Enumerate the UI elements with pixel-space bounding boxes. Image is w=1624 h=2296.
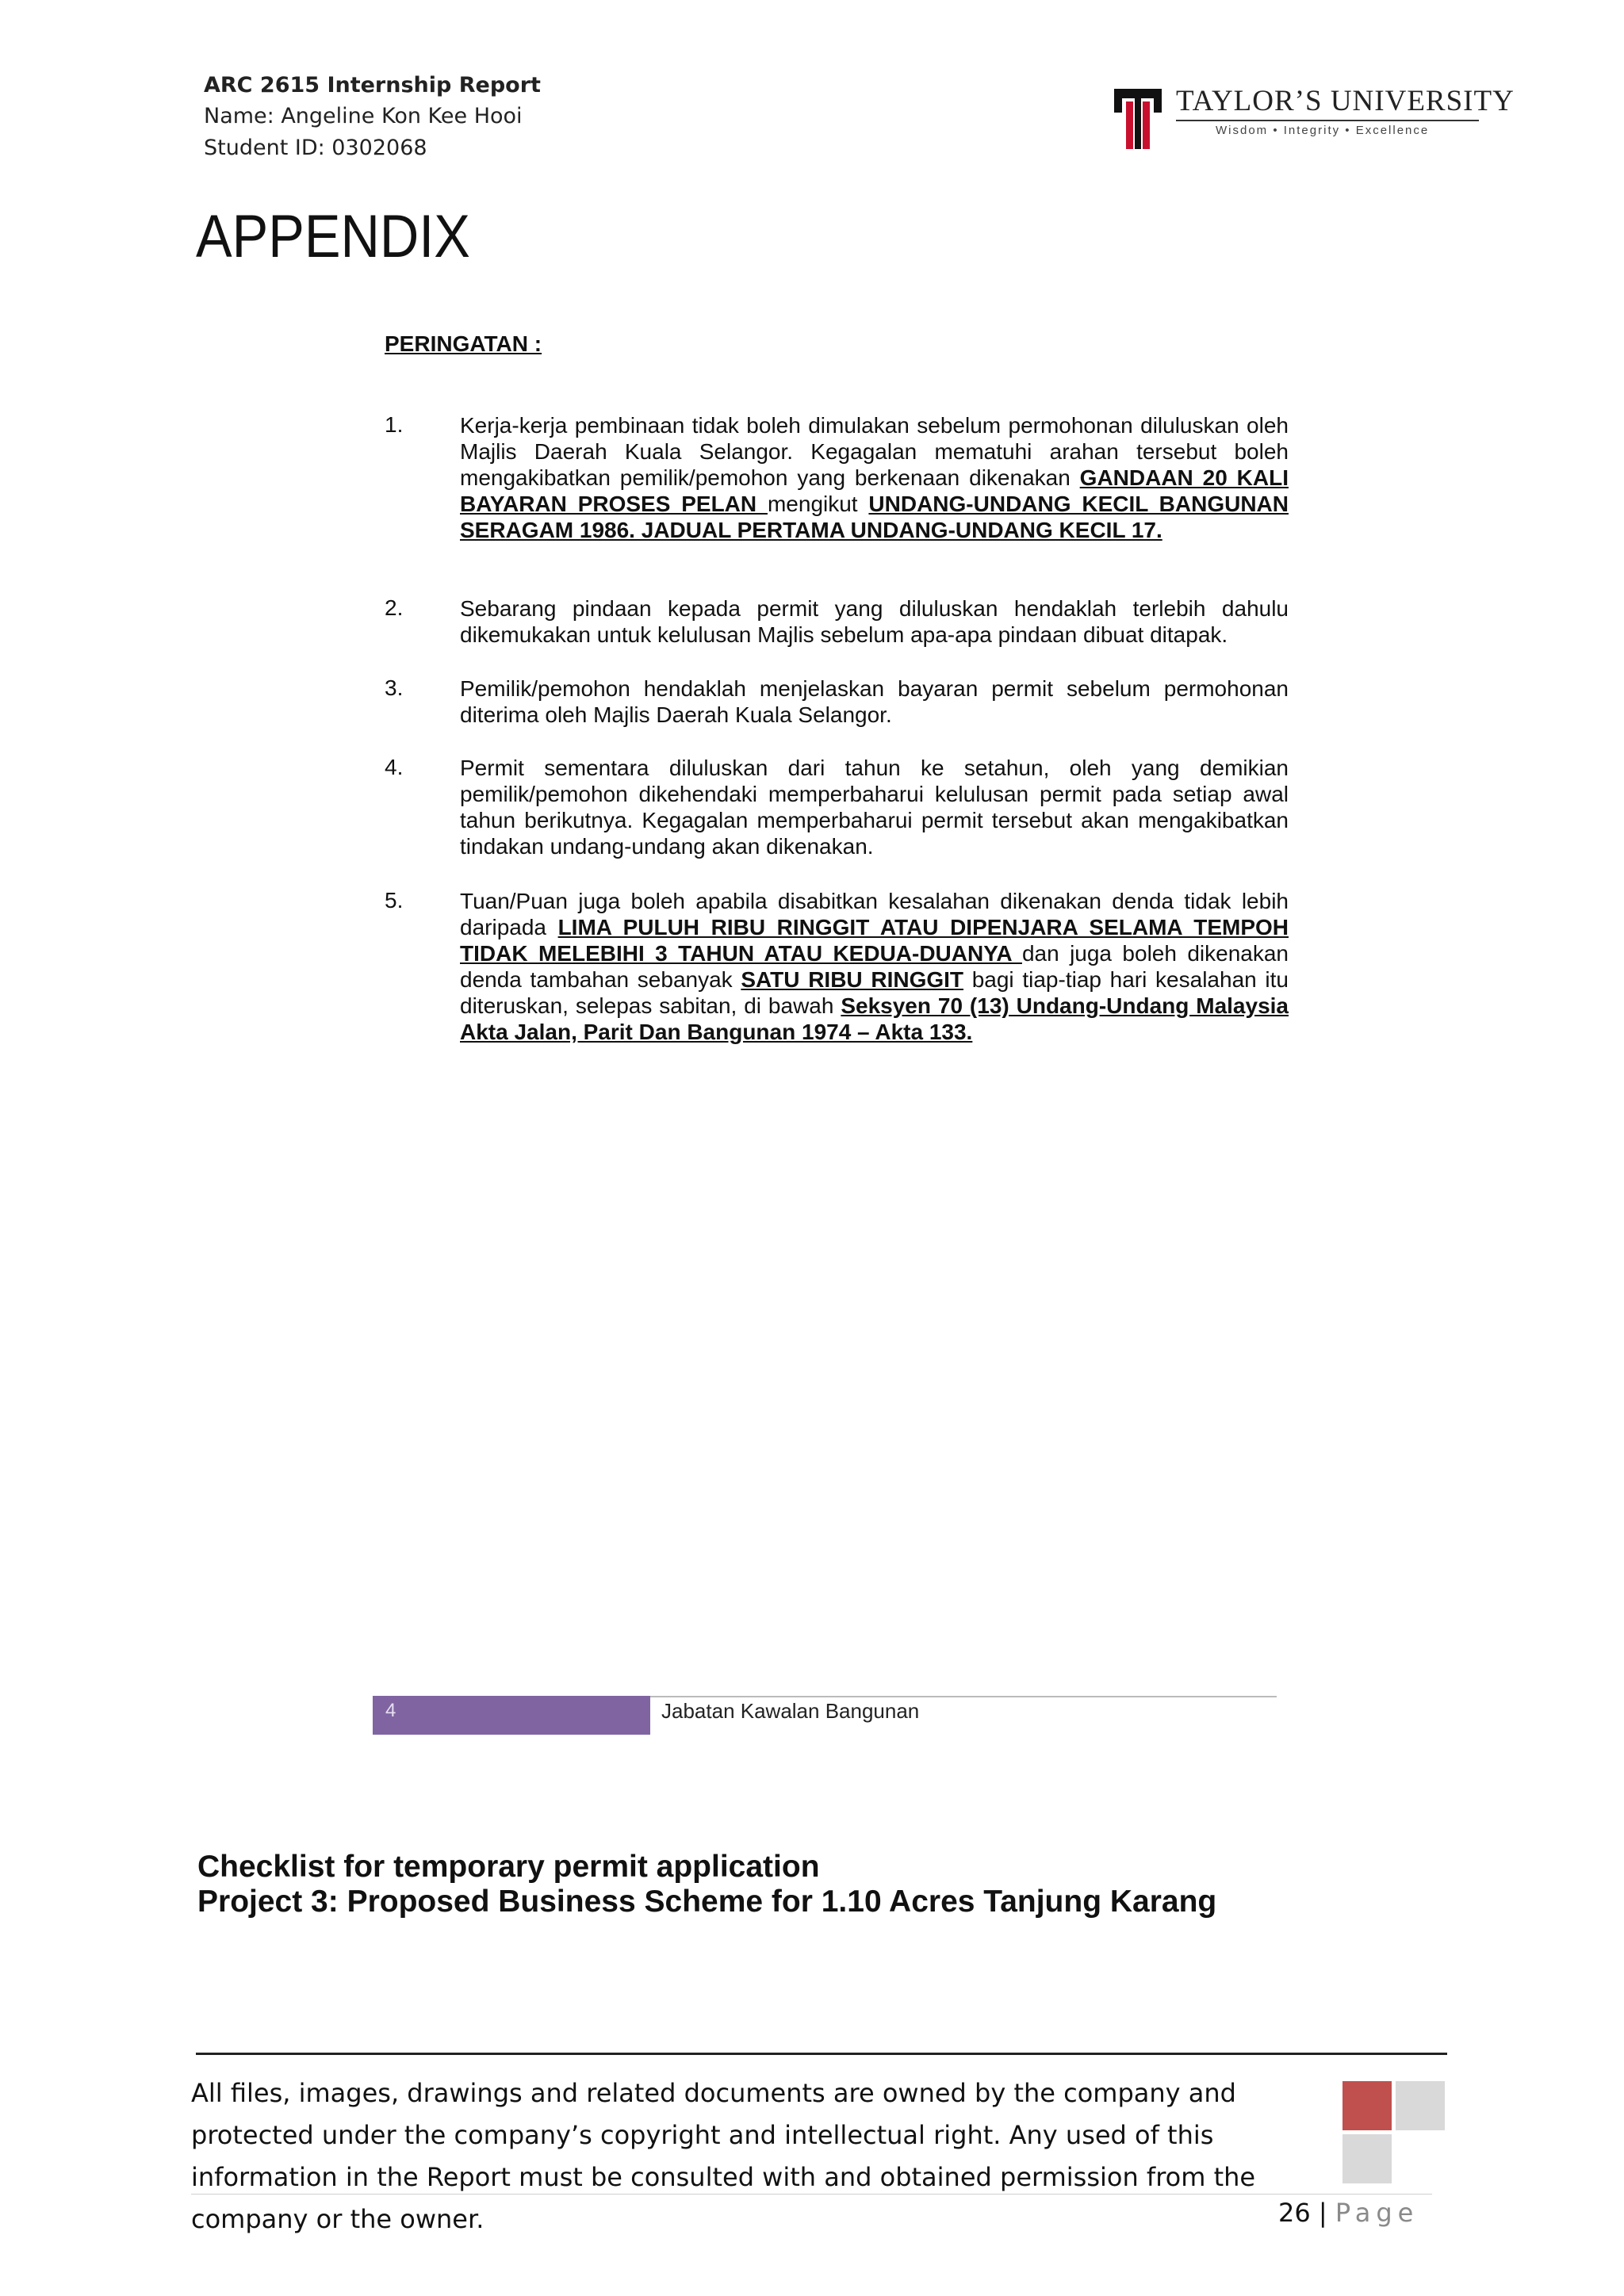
scan-footer-department: Jabatan Kawalan Bangunan: [661, 1699, 920, 1723]
scan-page-number: 4: [385, 1700, 396, 1721]
footer-red-square: [1342, 2081, 1392, 2130]
list-item-text: Tuan/Puan juga boleh apabila disabitkan kesalahan dikenakan denda tidak lebih daripada LIMA PULUH RIBU RINGGIT ATAU DIPENJARA SELAMA TEMPOH TIDAK MELEBIHI 3 TAHUN ATAU KEDUA-DUANYA dan juga boleh dikenakan denda tambahan sebanyak SATU RIBU RINGGIT bagi tiap-tiap hari kesalahan itu diteruskan, selepas sabitan, di bawah Seksyen 70 (13) Undang-Undang Malaysia Akta Jalan, Parit Dan Bangunan 1974 – Akta 133.: [460, 889, 1289, 1044]
page-number-separator: |: [1318, 2198, 1327, 2228]
page-number: [1278, 2198, 1419, 2228]
report-title: ARC 2615 Internship Report: [204, 73, 541, 98]
student-name: Name: Angeline Kon Kee Hooi: [204, 104, 523, 128]
footer-thin-divider: [191, 2194, 1432, 2195]
list-item-number: 5.: [385, 888, 404, 913]
university-logo: [1114, 84, 1515, 151]
caption-line-2: Project 3: Proposed Business Scheme for 1.10 Acres Tanjung Karang: [197, 1885, 1217, 1919]
list-item-number: 4.: [385, 755, 404, 779]
copyright-notice: All files, images, drawings and related documents are owned by the company and protected under the company’s copyright and intellectual right. Any used of this information in the Report must be consulted with and obtained permission from the company or the owner.: [191, 2078, 1256, 2234]
list-item-text: Pemilik/pemohon hendaklah menjelaskan bayaran permit sebelum permohonan diterima oleh Majlis Daerah Kuala Selangor.: [460, 676, 1289, 727]
footer-grey-square: [1396, 2081, 1445, 2130]
list-item-text: Sebarang pindaan kepada permit yang diluluskan hendaklah terlebih dahulu dikemukakan untuk kelulusan Majlis sebelum apa-apa pindaan dibuat ditapak.: [460, 596, 1289, 647]
page-number-value: 26: [1278, 2198, 1311, 2228]
logo-name: TAYLOR’S UNIVERSITY: [1176, 85, 1515, 117]
logo-rule: [1176, 120, 1479, 121]
student-id: Student ID: 0302068: [204, 136, 427, 160]
list-item-number: 2.: [385, 595, 404, 620]
caption-line-1: Checklist for temporary permit application: [197, 1850, 820, 1884]
logo-emblem-icon: [1114, 84, 1162, 151]
appendix-title: APPENDIX: [196, 203, 470, 270]
scanned-document: [373, 323, 1308, 1751]
warning-heading: PERINGATAN :: [385, 331, 542, 356]
list-item-text: Permit sementara diluluskan dari tahun ke setahun, oleh yang demikian pemilik/pemohon dikehendaki memperbaharui kelulusan permit pada setiap awal tahun berikutnya. Kegagalan memperbaharui permit tersebut akan mengakibatkan tindakan undang-undang akan dikenakan.: [460, 756, 1289, 859]
page-word: Page: [1335, 2198, 1419, 2228]
list-item-number: 1.: [385, 412, 404, 437]
list-item-text: Kerja-kerja pembinaan tidak boleh dimulakan sebelum permohonan diluluskan oleh Majlis Daerah Kuala Selangor. Kegagalan mematuhi arahan tersebut boleh mengakibatkan pemilik/pemohon yang berkenaan dikenakan GANDAAN 20 KALI BAYARAN PROSES PELAN mengikut UNDANG-UNDANG KECIL BANGUNAN SERAGAM 1986. JADUAL PERTAMA UNDANG-UNDANG KECIL 17.: [460, 413, 1289, 542]
scan-footer-page-box: [373, 1696, 650, 1735]
logo-tagline: Wisdom • Integrity • Excellence: [1216, 124, 1430, 137]
footer-grey-square: [1342, 2134, 1392, 2183]
footer-divider: [196, 2053, 1447, 2055]
scan-footer-divider: [650, 1696, 1277, 1697]
list-item-number: 3.: [385, 675, 404, 700]
